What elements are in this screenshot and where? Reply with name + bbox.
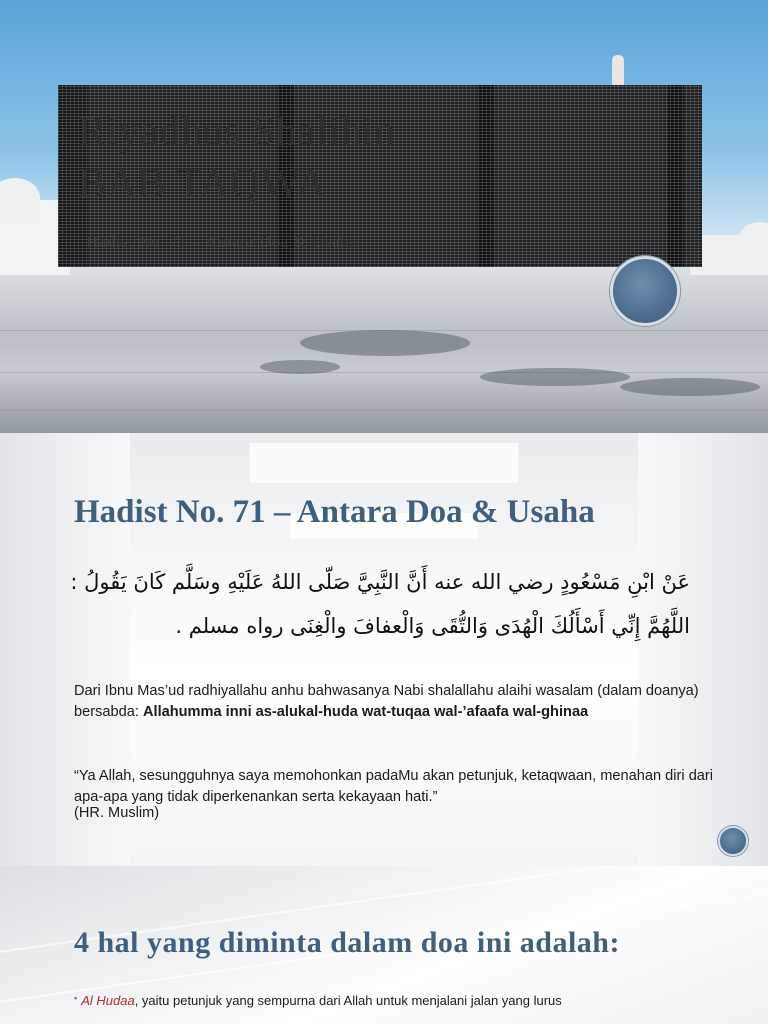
slide-title-line1: Riyadhus Shalihin [78, 109, 396, 155]
bullet-icon: ▪ [74, 993, 78, 1003]
hadith-heading: Hadist No. 71 – Antara Doa & Usaha [74, 494, 595, 530]
intro-text: Dari Ibnu Mas’ud radhiyallahu anhu bahwasanya Nabi shalallahu alaihi wasalam (dalam doanya) bersabda: [74, 683, 699, 720]
slide-title-line2: BAB TAQWA [78, 161, 327, 207]
arabic-text-line1: عَنْ ابْنِ مَسْعُودٍ رضي الله عنه أَنَّ النَّبِيَّ صَلّى اللهُ عَلَيْهِ وسَلَّم كَانَ يَقُولُ : [70, 570, 690, 594]
floor-reflection [620, 378, 760, 396]
transliteration: Allahumma inni as-alukal-huda wat-tuqaa wal-’afaafa wal-ghinaa [142, 704, 589, 720]
requests-heading: 4 hal yang diminta dalam doa ini adalah: [74, 926, 620, 959]
floor-reflection [300, 330, 470, 356]
title-slide [0, 0, 768, 433]
floor-reflection [480, 368, 630, 386]
slide-subtitle: Hadist No. 71 – Antara Doa & Usaha [86, 232, 358, 251]
hadith-source: (HR. Muslim) [74, 805, 160, 821]
mosque-dome-right [740, 222, 768, 250]
decorative-circle [610, 256, 680, 326]
bullet-item [74, 993, 562, 1008]
arabic-text-line2: اللَّهُمَّ إِنِّي أَسْأَلُكَ الْهُدَى وَالتُّقَى وَالْعفافَ والْغِنَى رواه مسلم . [175, 614, 690, 638]
decorative-circle-small [718, 826, 748, 856]
bullet-term: Al Hudaa [81, 993, 135, 1008]
ceiling-light [250, 443, 518, 483]
mosque-dome-left [0, 178, 40, 218]
hadith-meaning: “Ya Allah, sesungguhnya saya memohonkan padaMu akan petunjuk, ketaqwaan, menahan diri dari apa-apa yang tidak diperkenankan serta kekayaan hati.” [74, 768, 714, 805]
floor-reflection [260, 360, 340, 374]
bullet-text: , yaitu petunjuk yang sempurna dari Allah untuk menjalani jalan yang lurus [134, 993, 562, 1008]
hadith-translation-intro [74, 681, 714, 723]
